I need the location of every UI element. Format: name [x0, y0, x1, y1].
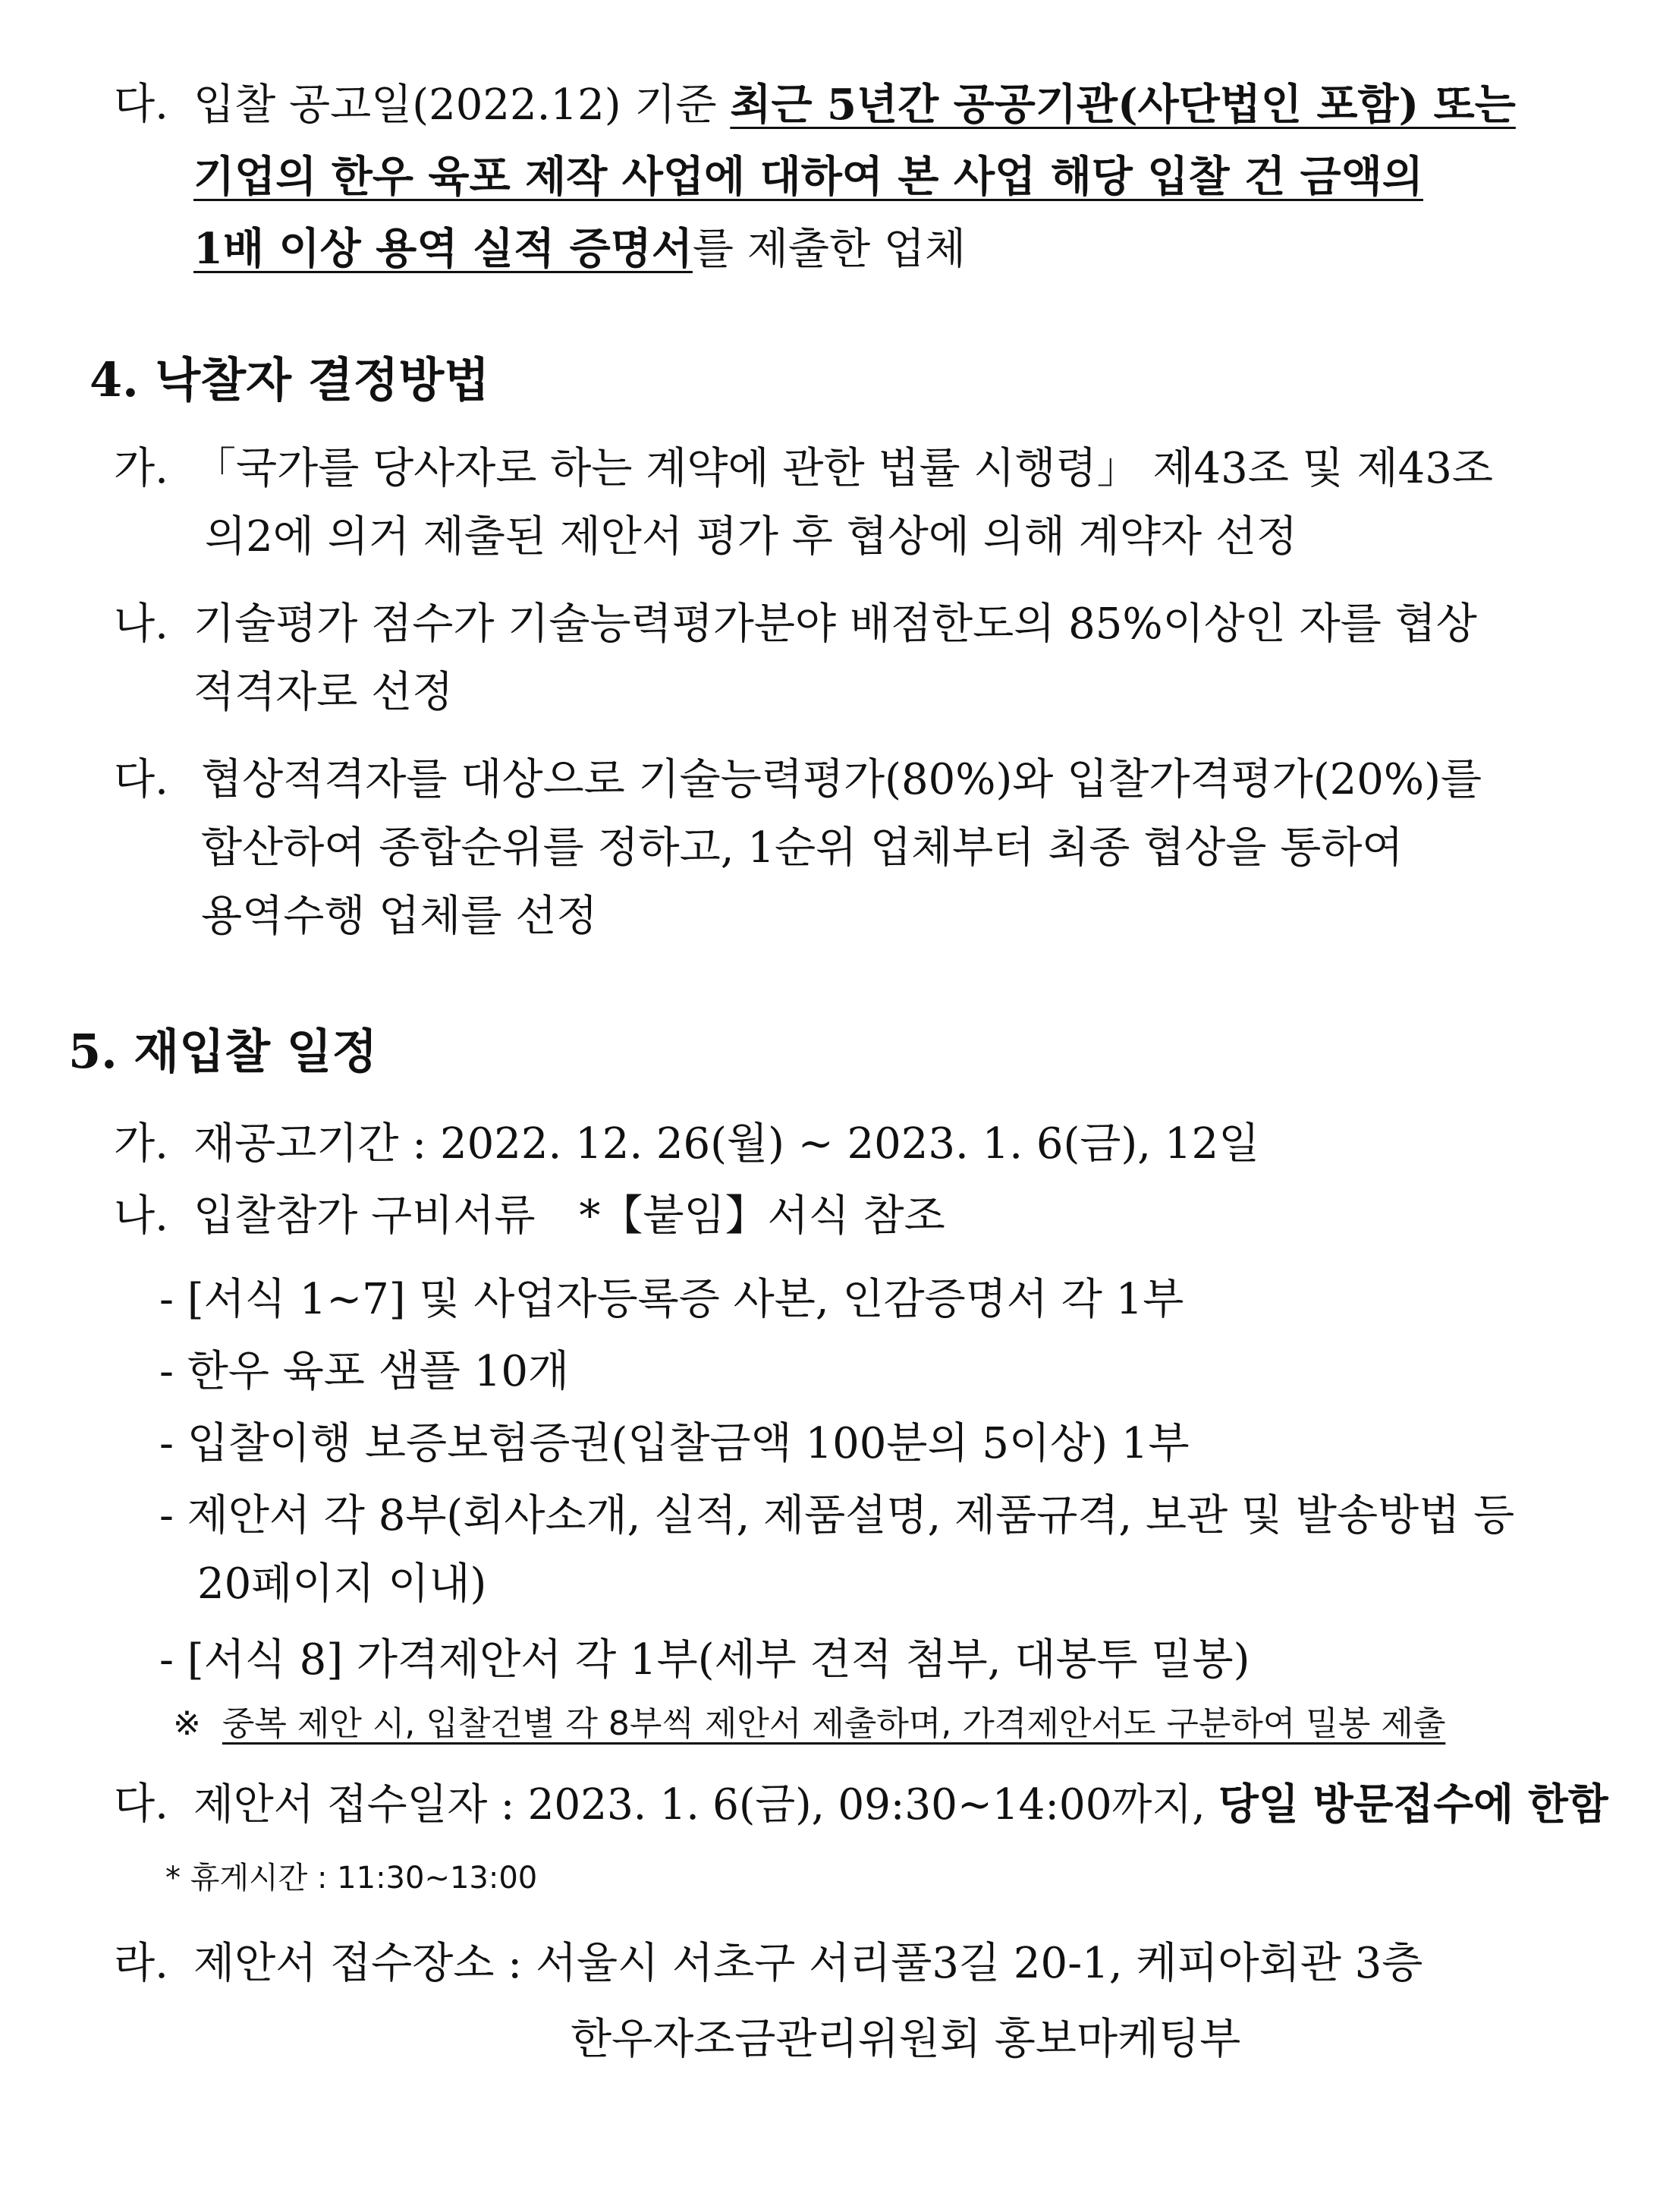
s5-doc-2: - 한우 육포 샘플 10개: [159, 1347, 570, 1396]
s4-ga-line2: 의2에 의거 제출된 제안서 평가 후 협상에 의해 계약자 선정: [205, 512, 1298, 562]
s3-da-line3-bold: 1배 이상 용역 실적 증명서: [193, 224, 693, 274]
s4-da-line2: 합산하여 종합순위를 정하고, 1순위 업체부터 최종 협상을 통하여: [201, 823, 1404, 873]
s3-da-marker: 다.: [114, 80, 168, 129]
section5-heading: 5. 재입찰 일정: [68, 1024, 378, 1079]
s4-da-line1: 협상적격자를 대상으로 기술능력평가(80%)와 입찰가격평가(20%)를: [201, 755, 1482, 804]
s3-da-line1-plain: 입찰 공고일(2022.12) 기준: [193, 80, 731, 130]
s5-doc-4: - 제안서 각 8부(회사소개, 실적, 제품설명, 제품규격, 보관 및 발송방법 등: [159, 1491, 1515, 1540]
s5-doc-3: - 입찰이행 보증보험증권(입찰금액 100분의 5이상) 1부: [159, 1419, 1190, 1468]
s5-ra-marker: 라.: [114, 1939, 168, 1988]
remark-mark-icon: ※: [173, 1704, 201, 1743]
section4-heading: 4. 낙찰자 결정방법: [90, 352, 490, 407]
s5-na-text: 입찰참가 구비서류: [193, 1191, 549, 1241]
s3-da-line3: [193, 224, 967, 274]
s5-ra-line2: 한우자조금관리위원회 홍보마케팅부: [571, 2015, 1241, 2064]
s4-na-line1: 기술평가 점수가 기술능력평가분야 배점한도의 85%이상인 자를 협상: [193, 599, 1477, 649]
s5-doc-5: - [서식 8] 가격제안서 각 1부(세부 견적 첨부, 대봉투 밀봉): [159, 1635, 1250, 1685]
s5-ra-text: 제안서 접수장소 : 서울시 서초구 서리풀3길 20-1, 케피아회관 3층: [193, 1939, 1423, 1988]
s4-ga-marker: 가.: [114, 444, 168, 493]
s5-doc-4-cont: 20페이지 이내): [197, 1559, 487, 1609]
s5-da-marker: 다.: [114, 1779, 168, 1829]
s5-na-line: [193, 1191, 945, 1241]
s3-da-line2: 기업의 한우 육포 제작 사업에 대하여 본 사업 해당 입찰 건 금액의: [193, 152, 1423, 202]
s4-da-marker: 다.: [114, 755, 168, 804]
s4-ga-line1: 「국가를 당사자로 하는 계약에 관한 법률 시행령」 제43조 및 제43조: [193, 444, 1494, 493]
s5-na-note: *【붙임】서식 참조: [579, 1191, 945, 1241]
s5-na-marker: 나.: [114, 1191, 168, 1241]
s3-da-line1-bold: 최근 5년간 공공기관(사단법인 포함) 또는: [730, 80, 1516, 130]
s4-da-line3: 용역수행 업체를 선정: [201, 892, 598, 941]
s5-da-bold: 당일 방문접수에 한함: [1218, 1779, 1608, 1830]
s5-da-note: * 휴게시간 : 11:30~13:00: [165, 1861, 538, 1896]
s5-da-text: 제안서 접수일자 : 2023. 1. 6(금), 09:30~14:00까지,: [193, 1780, 1218, 1830]
s5-ga-text: 재공고기간 : 2022. 12. 26(월) ~ 2023. 1. 6(금), 12일: [193, 1119, 1260, 1169]
s4-na-line2: 적격자로 선정: [193, 668, 454, 717]
s5-doc-1: - [서식 1~7] 및 사업자등록증 사본, 인감증명서 각 1부: [159, 1275, 1184, 1324]
s5-remark-text: 중복 제안 시, 입찰건별 각 8부씩 제안서 제출하며, 가격제안서도 구분하여 밀봉 제출: [222, 1704, 1446, 1743]
s3-da-line1: [193, 80, 1559, 130]
s5-da-line: [193, 1779, 1608, 1830]
s3-da-line3-plain: 를 제출한 업체: [692, 225, 967, 274]
s5-ga-marker: 가.: [114, 1119, 168, 1169]
s4-na-marker: 나.: [114, 599, 168, 649]
s5-remark: [173, 1704, 1446, 1743]
